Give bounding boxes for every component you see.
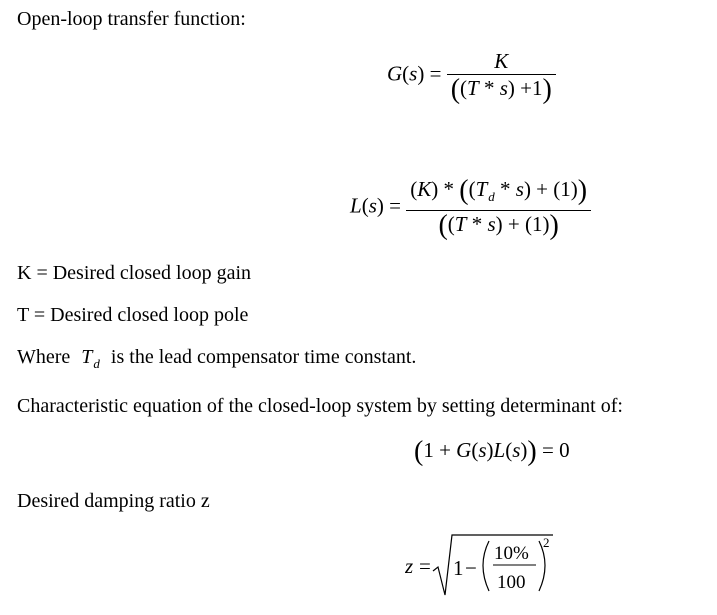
definition-t: T = Desired closed loop pole [17,304,249,326]
intro-text: Open-loop transfer function: [17,8,246,30]
where-sentence: Where $T_d$ is the lead compensator time constant. [17,346,417,371]
equation-g: G(s) = $\frac{K}{((T * s) +1)}$ [387,48,556,103]
z-fraction-numerator: 10% [494,543,529,564]
equation-l-fraction: $\frac{(K) * ((T_d * s) + (1))}{((T * s) + (1))}$ [406,176,591,239]
where-suffix: is the lead compensator time constant. [110,346,417,368]
damping-ratio-text: Desired damping ratio z [17,490,210,512]
where-prefix: Where [17,346,71,368]
z-exponent: 2 [543,535,550,550]
equation-z-graphic [405,533,555,603]
svg-text:1: 1 [453,556,464,580]
svg-text:=: = [419,554,431,578]
svg-text:−: − [465,556,477,580]
definition-k: K = Desired closed loop gain [17,262,252,284]
z-fraction-denominator: 100 [497,572,526,593]
equation-characteristic: (1 + G(s)L(s)) = 0 [414,436,570,467]
equation-z [405,533,555,603]
characteristic-equation-text: Characteristic equation of the closed-loop system by setting determinant of: [17,395,623,417]
svg-text:z: z [405,554,414,578]
equation-g-fraction: $\frac{K}{((T * s) +1)}$ [447,48,556,103]
equation-l: L(s) = $\frac{(K) * ((T_d * s) + (1))}{((T * s) + (1))}$ [350,176,591,239]
